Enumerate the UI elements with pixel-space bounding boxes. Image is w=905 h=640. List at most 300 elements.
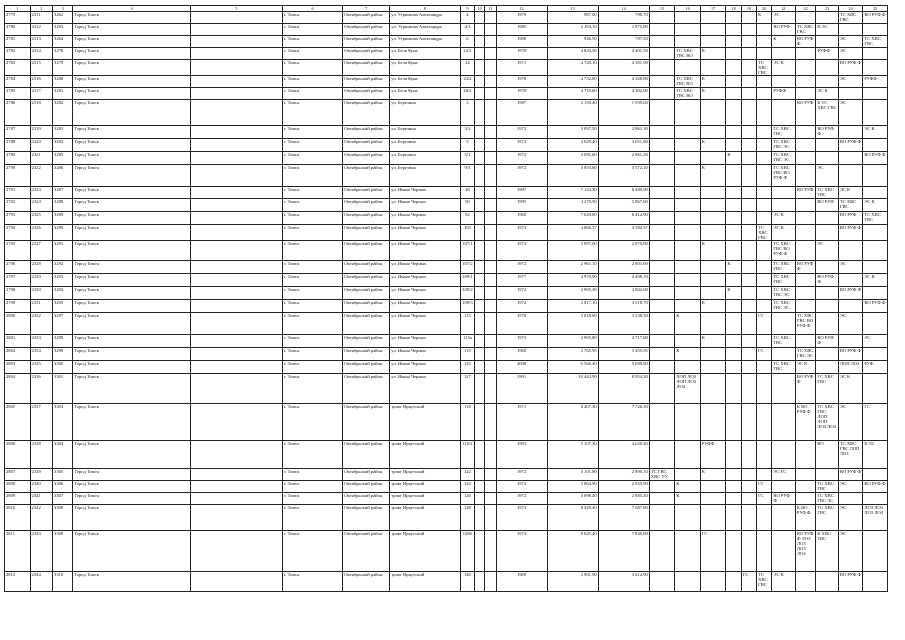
table-cell: 1977 xyxy=(496,274,547,287)
table-cell xyxy=(485,572,496,592)
table-cell: г. Томск xyxy=(282,76,342,88)
table-cell xyxy=(190,469,282,481)
table-cell xyxy=(816,361,838,374)
table-cell: 3284 xyxy=(53,139,73,152)
table-cell: 3 518,70 xyxy=(598,300,649,313)
table-cell xyxy=(190,335,282,348)
table-cell xyxy=(475,60,485,76)
table-cell: ул. Бела Куна xyxy=(390,88,461,100)
table-cell: ТС ХВС ГВС ЭС xyxy=(795,348,815,361)
table-cell: 7 143,30 xyxy=(547,187,598,199)
table-row xyxy=(5,287,888,300)
table-cell xyxy=(649,300,675,313)
table-cell xyxy=(816,139,838,152)
table-row xyxy=(5,76,888,88)
table-cell xyxy=(485,152,496,165)
table-cell xyxy=(700,493,726,505)
table-cell xyxy=(675,572,701,592)
table-cell: г. Томск xyxy=(282,88,342,100)
table-cell xyxy=(700,572,726,592)
table-cell xyxy=(190,139,282,152)
table-cell: ТС ХВС ГВС ВО xyxy=(675,76,701,88)
table-cell xyxy=(726,505,741,531)
table-cell xyxy=(726,12,741,24)
table-cell xyxy=(485,48,496,60)
table-cell: тракт Иркутский xyxy=(390,404,461,441)
table-cell: ТС ХВС ГВС ЭС xyxy=(772,287,796,300)
table-cell: 5 699,80 xyxy=(598,361,649,374)
table-cell: ЭС К xyxy=(772,572,796,592)
table-row xyxy=(5,88,888,100)
table-row xyxy=(5,531,888,572)
table-cell: 1972 xyxy=(496,152,547,165)
table-cell: РУФФ xyxy=(700,441,726,469)
table-cell xyxy=(475,24,485,36)
table-cell xyxy=(190,126,282,139)
table-cell: ЛОЗ ЛОЗ ЛО3 ЛО4 xyxy=(863,505,888,531)
table-cell xyxy=(726,481,741,493)
table-cell: Город Томск xyxy=(73,212,191,225)
table-cell: 4 302,90 xyxy=(598,88,649,100)
table-cell xyxy=(700,12,726,24)
table-cell: Октябрьский район xyxy=(343,374,390,404)
table-cell: ЭС К xyxy=(863,274,888,287)
table-cell: 52 xyxy=(460,212,474,225)
table-cell: 2344 xyxy=(30,572,52,592)
table-cell: ул. Березина xyxy=(390,100,461,126)
table-cell xyxy=(838,24,863,36)
table-cell: Октябрьский район xyxy=(343,88,390,100)
table-cell: 2787 xyxy=(5,126,31,139)
table-cell xyxy=(475,300,485,313)
table-cell xyxy=(475,441,485,469)
table-cell xyxy=(675,36,701,48)
table-cell: г. Томск xyxy=(282,24,342,36)
table-cell xyxy=(649,24,675,36)
table-cell: ТС ХВС ГВС ЛОП ЛОЗ xyxy=(838,441,863,469)
table-cell: ТС ХВС ГВС ЭС xyxy=(772,152,796,165)
table-cell xyxy=(741,139,756,152)
table-cell: ул. Ивана Черных xyxy=(390,313,461,335)
table-cell xyxy=(741,441,756,469)
table-cell xyxy=(726,469,741,481)
table-cell: 2339 xyxy=(30,469,52,481)
table-body xyxy=(5,6,888,592)
table-cell: ВО РУФ Ф xyxy=(838,348,863,361)
table-cell: г. Томск xyxy=(282,212,342,225)
table-cell xyxy=(741,165,756,187)
table-cell: 2789 xyxy=(5,152,31,165)
table-cell xyxy=(816,152,838,165)
column-number: 20 xyxy=(757,6,772,12)
table-cell: 3299 xyxy=(53,348,73,361)
table-cell: г. Томск xyxy=(282,100,342,126)
table-cell: 115а xyxy=(460,335,474,348)
table-cell: 2 995,80 xyxy=(547,335,598,348)
table-cell xyxy=(726,24,741,36)
table-cell xyxy=(795,48,815,60)
table-cell: ул. Ивана Черных xyxy=(390,225,461,241)
table-cell: г. Томск xyxy=(282,287,342,300)
column-number: 18 xyxy=(726,6,741,12)
table-cell xyxy=(485,88,496,100)
table-cell: Город Томск xyxy=(73,187,191,199)
table-cell xyxy=(475,88,485,100)
table-cell: ВО РУФ Ф xyxy=(816,274,838,287)
table-cell xyxy=(816,36,838,48)
table-cell xyxy=(772,441,796,469)
table-cell: тракт Иркутский xyxy=(390,531,461,572)
table-cell: 3289 xyxy=(53,212,73,225)
table-cell: ВО РУФ Ф xyxy=(838,225,863,241)
table-cell xyxy=(190,36,282,48)
table-cell: ВО РУФ Ф xyxy=(838,60,863,76)
table-cell: 128 xyxy=(460,505,474,531)
table-cell: 24/2 xyxy=(460,76,474,88)
table-cell: Октябрьский район xyxy=(343,126,390,139)
table-row xyxy=(5,12,888,24)
table-cell xyxy=(838,165,863,187)
table-cell xyxy=(700,481,726,493)
table-cell: Город Томск xyxy=(73,165,191,187)
table-cell: РУФФ xyxy=(863,76,888,88)
table-cell xyxy=(190,493,282,505)
table-cell: 798,70 xyxy=(598,12,649,24)
table-cell xyxy=(757,199,772,212)
register-sheet xyxy=(4,5,888,592)
table-cell: 3 064,90 xyxy=(547,481,598,493)
table-cell xyxy=(772,48,796,60)
table-cell xyxy=(485,126,496,139)
table-cell xyxy=(190,48,282,60)
table-row xyxy=(5,348,888,361)
table-cell xyxy=(675,139,701,152)
table-cell: Город Томск xyxy=(73,313,191,335)
table-cell xyxy=(190,348,282,361)
table-cell: 7 726,30 xyxy=(598,404,649,441)
table-cell: 5 107,30 xyxy=(547,441,598,469)
table-cell: ЭС К xyxy=(863,126,888,139)
table-cell: ТС ХВС ГВС xyxy=(772,335,796,348)
table-cell xyxy=(485,313,496,335)
table-cell: 4 498,10 xyxy=(598,274,649,287)
table-cell: ВО РУФ Ф xyxy=(816,126,838,139)
table-cell xyxy=(816,12,838,24)
table-cell xyxy=(795,441,815,469)
table-cell: 4/1 xyxy=(460,24,474,36)
table-cell: 105 xyxy=(460,225,474,241)
table-cell: 9/3 xyxy=(460,165,474,187)
table-cell: К xyxy=(675,313,701,335)
table-cell: ЭС xyxy=(838,261,863,274)
table-cell: Октябрьский район xyxy=(343,225,390,241)
table-cell xyxy=(772,531,796,572)
table-cell xyxy=(485,241,496,261)
table-cell xyxy=(649,274,675,287)
table-cell xyxy=(726,48,741,60)
table-cell: 2800 xyxy=(5,313,31,335)
table-cell: 2338 xyxy=(30,441,52,469)
table-cell: ЭС К xyxy=(838,374,863,404)
column-number: 16 xyxy=(675,6,701,12)
table-cell: 1968 xyxy=(496,348,547,361)
table-cell: г. Томск xyxy=(282,165,342,187)
table-cell: ГС xyxy=(757,493,772,505)
table-cell xyxy=(190,152,282,165)
table-cell: ВО РУФ Ф xyxy=(795,261,815,274)
table-cell: К xyxy=(700,48,726,60)
table-cell: ТС ХВС ГВС xyxy=(838,12,863,24)
table-cell: г. Томск xyxy=(282,493,342,505)
table-cell xyxy=(816,313,838,335)
table-cell xyxy=(741,493,756,505)
table-cell xyxy=(675,152,701,165)
table-cell: г. Томск xyxy=(282,374,342,404)
table-cell: РУФФ xyxy=(816,48,838,60)
table-cell: 3288 xyxy=(53,199,73,212)
table-cell: ТС ХВС ГВС xyxy=(772,274,796,287)
table-cell xyxy=(700,404,726,441)
table-cell: ул. Ивана Черных xyxy=(390,212,461,225)
table-cell xyxy=(757,165,772,187)
table-cell: ТС ХВС ГВС ВО РУФ Ф xyxy=(772,241,796,261)
table-cell: 3305 xyxy=(53,469,73,481)
table-row xyxy=(5,374,888,404)
table-cell xyxy=(772,505,796,531)
table-cell xyxy=(741,531,756,572)
table-cell: ТС ХВС ГВС ВО xyxy=(675,88,701,100)
table-cell: Октябрьский район xyxy=(343,241,390,261)
table-cell xyxy=(649,481,675,493)
table-cell: 3310 xyxy=(53,572,73,592)
table-cell: ВО РУФ Ф xyxy=(772,493,796,505)
table-cell xyxy=(700,60,726,76)
table-cell xyxy=(700,24,726,36)
table-cell xyxy=(772,481,796,493)
table-cell: ЭС xyxy=(838,481,863,493)
table-cell xyxy=(190,572,282,592)
table-cell: К ЭС xyxy=(816,24,838,36)
table-cell xyxy=(190,481,282,493)
table-cell: ул. Бела Куна xyxy=(390,60,461,76)
table-cell xyxy=(700,152,726,165)
table-cell xyxy=(726,199,741,212)
table-cell: ВО РУФ Ф xyxy=(816,335,838,348)
table-cell: ГС xyxy=(757,313,772,335)
table-cell xyxy=(485,199,496,212)
table-cell: 2808 xyxy=(5,481,31,493)
table-cell xyxy=(757,374,772,404)
table-cell xyxy=(726,76,741,88)
table-cell xyxy=(675,404,701,441)
table-cell xyxy=(741,505,756,531)
table-cell xyxy=(863,572,888,592)
table-cell: 3 538,50 xyxy=(598,313,649,335)
table-cell xyxy=(816,348,838,361)
table-cell: ВО РУФ Ф xyxy=(838,469,863,481)
table-cell: К xyxy=(675,348,701,361)
column-number: 25 xyxy=(863,6,888,12)
table-cell: 3283 xyxy=(53,126,73,139)
table-cell xyxy=(475,361,485,374)
table-cell xyxy=(741,313,756,335)
table-cell: Город Томск xyxy=(73,531,191,572)
table-cell xyxy=(649,505,675,531)
table-cell xyxy=(838,241,863,261)
table-row xyxy=(5,24,888,36)
table-cell xyxy=(741,374,756,404)
table-cell xyxy=(726,531,741,572)
table-cell xyxy=(649,261,675,274)
table-cell xyxy=(675,165,701,187)
table-cell: г. Томск xyxy=(282,274,342,287)
table-cell: 2783 xyxy=(5,60,31,76)
table-cell xyxy=(772,199,796,212)
table-cell xyxy=(190,199,282,212)
table-cell: 3 xyxy=(460,100,474,126)
table-cell xyxy=(741,261,756,274)
table-cell: г. Томск xyxy=(282,531,342,572)
table-cell xyxy=(190,274,282,287)
table-cell xyxy=(741,100,756,126)
table-cell xyxy=(863,493,888,505)
table-cell: г. Томск xyxy=(282,36,342,48)
table-cell: 4 732,60 xyxy=(547,76,598,88)
table-cell: 2314 xyxy=(30,48,52,60)
table-cell xyxy=(485,335,496,348)
table-cell: ул. Березина xyxy=(390,139,461,152)
table-cell: Октябрьский район xyxy=(343,36,390,48)
table-cell xyxy=(726,313,741,335)
table-cell: 8 625,40 xyxy=(547,531,598,572)
table-cell xyxy=(475,261,485,274)
table-cell: 1974 xyxy=(496,505,547,531)
table-cell xyxy=(863,165,888,187)
table-cell: К ВО РУФ Ф xyxy=(795,505,815,531)
table-cell: Город Томск xyxy=(73,48,191,60)
table-cell: 3298 xyxy=(53,335,73,348)
table-cell: 3 867,60 xyxy=(598,199,649,212)
table-cell: 1972 xyxy=(496,261,547,274)
column-number: 23 xyxy=(816,6,838,12)
table-cell xyxy=(475,212,485,225)
table-cell xyxy=(190,60,282,76)
table-cell: К xyxy=(700,165,726,187)
table-cell: 8 407,30 xyxy=(547,404,598,441)
table-cell: 4 719,60 xyxy=(547,88,598,100)
table-cell xyxy=(757,505,772,531)
table-cell: 2316 xyxy=(30,76,52,88)
table-cell xyxy=(649,12,675,24)
table-cell: 3308 xyxy=(53,505,73,531)
table-cell: 2323 xyxy=(30,187,52,199)
table-cell: ВО РУФ Ф xyxy=(838,139,863,152)
table-row xyxy=(5,241,888,261)
table-cell: 1972 xyxy=(496,126,547,139)
table-cell: ТС ХВС ГВС xyxy=(816,481,838,493)
table-cell xyxy=(700,505,726,531)
table-cell: 109/1 xyxy=(460,274,474,287)
table-cell: 946,50 xyxy=(547,36,598,48)
table-cell: Город Томск xyxy=(73,76,191,88)
table-cell xyxy=(772,348,796,361)
table-cell: г. Томск xyxy=(282,126,342,139)
table-cell xyxy=(726,165,741,187)
table-cell xyxy=(190,404,282,441)
table-cell: РУФФ xyxy=(772,88,796,100)
table-cell xyxy=(795,126,815,139)
table-cell: Октябрьский район xyxy=(343,12,390,24)
table-cell xyxy=(795,88,815,100)
table-cell xyxy=(741,361,756,374)
table-cell: г. Томск xyxy=(282,225,342,241)
table-cell: 50 xyxy=(460,199,474,212)
table-cell xyxy=(726,348,741,361)
table-cell xyxy=(675,335,701,348)
table-cell: 3 091,60 xyxy=(547,152,598,165)
table-cell xyxy=(675,505,701,531)
table-cell xyxy=(475,274,485,287)
table-cell: 3 765,95 xyxy=(547,348,598,361)
table-cell xyxy=(485,12,496,24)
column-number: 13 xyxy=(547,6,598,12)
table-cell: 2794 xyxy=(5,225,31,241)
table-cell: ул. Ивана Черных xyxy=(390,348,461,361)
table-cell xyxy=(795,212,815,225)
table-cell: 2791 xyxy=(5,187,31,199)
table-cell xyxy=(795,76,815,88)
table-cell: 2342 xyxy=(30,505,52,531)
table-cell xyxy=(772,76,796,88)
table-cell: Город Томск xyxy=(73,24,191,36)
table-cell: тракт Иркутский xyxy=(390,441,461,469)
table-cell xyxy=(757,88,772,100)
table-cell: ул. Березина xyxy=(390,152,461,165)
table-cell xyxy=(741,24,756,36)
table-row xyxy=(5,48,888,60)
table-cell: 2 835,90 xyxy=(598,481,649,493)
table-cell: ул. Березина xyxy=(390,165,461,187)
table-cell: Город Томск xyxy=(73,261,191,274)
table-cell: Октябрьский район xyxy=(343,212,390,225)
table-cell: 2797 xyxy=(5,274,31,287)
table-cell: ВО РУФ Ф xyxy=(795,374,815,404)
table-cell: 2801 xyxy=(5,335,31,348)
table-cell: 3 612,90 xyxy=(598,572,649,592)
table-cell: 2812 xyxy=(5,572,31,592)
table-cell: 3291 xyxy=(53,241,73,261)
table-cell: ВО РУФ xyxy=(838,212,863,225)
table-cell: ТС ХВС ГВС xyxy=(757,572,772,592)
table-cell: 3285 xyxy=(53,152,73,165)
table-cell xyxy=(485,505,496,531)
table-cell xyxy=(757,187,772,199)
table-cell xyxy=(649,48,675,60)
table-cell xyxy=(700,348,726,361)
table-cell: К xyxy=(772,36,796,48)
table-cell xyxy=(741,76,756,88)
table-cell: Октябрьский район xyxy=(343,493,390,505)
column-number: 9 xyxy=(460,6,474,12)
table-cell: 6 xyxy=(460,36,474,48)
table-cell: 4 824,50 xyxy=(547,48,598,60)
table-cell xyxy=(757,287,772,300)
table-cell: ЭС xyxy=(816,165,838,187)
table-cell: Город Томск xyxy=(73,199,191,212)
table-cell: 128б xyxy=(460,531,474,572)
table-cell: Город Томск xyxy=(73,572,191,592)
column-number: 11 xyxy=(485,6,496,12)
